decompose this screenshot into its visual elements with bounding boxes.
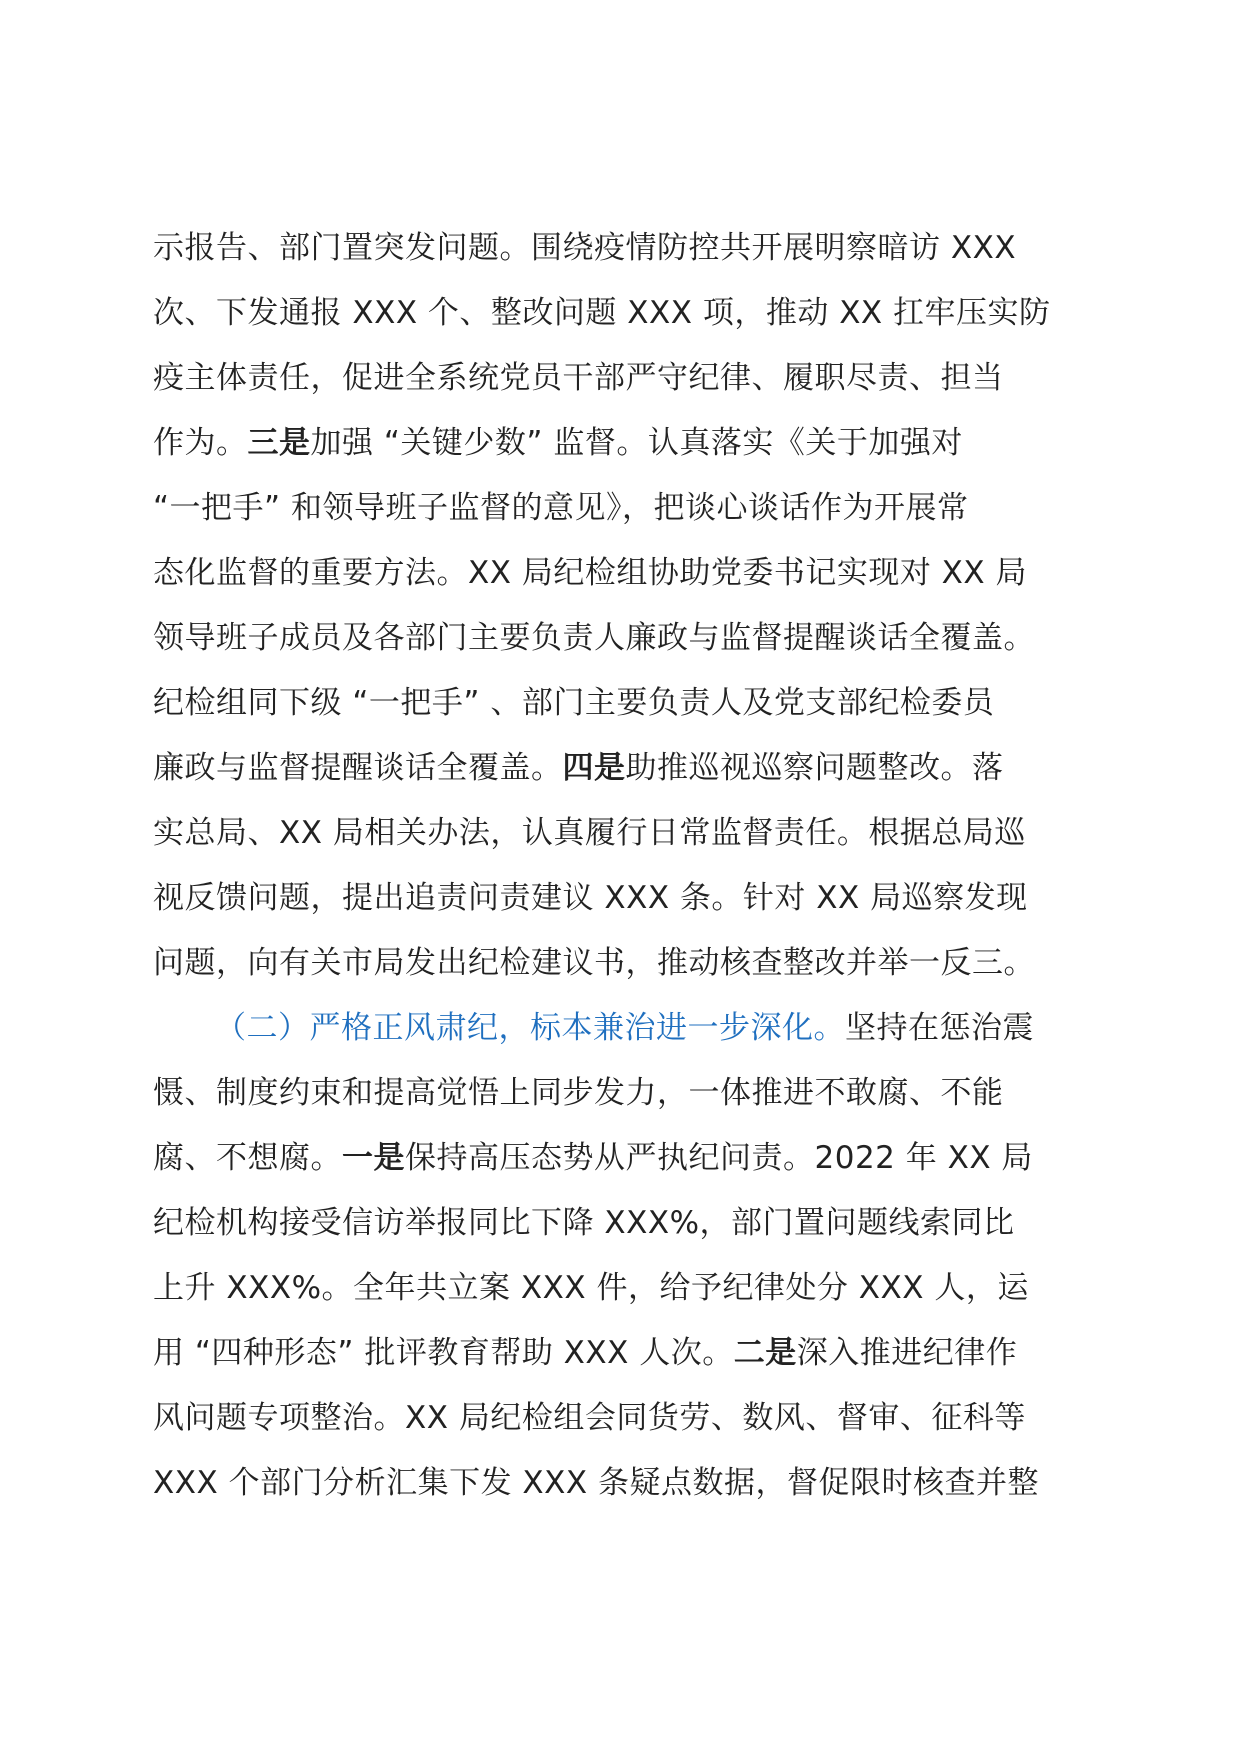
text-line — [153, 606, 1093, 671]
text-line — [153, 996, 1093, 1061]
text-line — [153, 1191, 1093, 1256]
text-line — [153, 736, 1093, 801]
text-segment: 坚持在惩治震 — [845, 1010, 1034, 1046]
text-segment: 加强 “关键少数” 监督。认真落实《关于加强对 — [310, 425, 963, 461]
text-segment: 作为。 — [153, 425, 248, 461]
text-line — [153, 1126, 1093, 1191]
bold-keyword: 一是 — [342, 1140, 405, 1176]
text-segment: XXX 个部门分析汇集下发 XXX 条疑点数据，督促限时核查并整 — [153, 1465, 1039, 1501]
bold-keyword: 四是 — [562, 750, 626, 786]
text-segment: 风问题专项整治。XX 局纪检组会同货劳、数风、督审、征科等 — [153, 1400, 1026, 1436]
text-line — [153, 671, 1093, 736]
text-segment: 示报告、部门置突发问题。围绕疫情防控共开展明察暗访 XXX — [153, 230, 1017, 266]
bold-keyword: 二是 — [733, 1335, 797, 1371]
document-body — [153, 216, 1093, 1516]
text-line — [153, 1321, 1093, 1386]
text-segment: 纪检组同下级 “一把手” 、部门主要负责人及党支部纪检委员 — [153, 685, 995, 721]
text-segment: 廉政与监督提醒谈话全覆盖。 — [153, 750, 563, 786]
section-heading: （二）严格正风肃纪，标本兼治进一步深化。 — [215, 1010, 845, 1046]
text-segment: 慑、制度约束和提高觉悟上同步发力，一体推进不敢腐、不能 — [153, 1075, 1004, 1111]
text-line — [153, 411, 1093, 476]
text-segment: 保持高压态势从严执纪问责。2022 年 XX 局 — [405, 1140, 1033, 1176]
text-line — [153, 216, 1093, 281]
text-segment: 实总局、XX 局相关办法，认真履行日常监督责任。根据总局巡 — [153, 815, 1026, 851]
text-line — [153, 801, 1093, 866]
text-segment: 助推巡视巡察问题整改。落 — [625, 750, 1004, 786]
text-line — [153, 346, 1093, 411]
text-segment: 疫主体责任，促进全系统党员干部严守纪律、履职尽责、担当 — [153, 360, 1004, 396]
text-segment: 纪检机构接受信访举报同比下降 XXX%，部门置问题线索同比 — [153, 1205, 1015, 1241]
text-segment: “一把手” 和领导班子监督的意见》，把谈心谈话作为开展常 — [153, 490, 969, 526]
text-line — [153, 1061, 1093, 1126]
bold-keyword: 三是 — [247, 425, 311, 461]
text-segment: 用 “四种形态” 批评教育帮助 XXX 人次。 — [153, 1335, 734, 1371]
text-segment: 上升 XXX%。全年共立案 XXX 件，给予纪律处分 XXX 人，运 — [153, 1270, 1029, 1306]
text-segment: 问题，向有关市局发出纪检建议书，推动核查整改并举一反三。 — [153, 945, 1035, 981]
text-line — [153, 931, 1093, 996]
text-segment: 深入推进纪律作 — [796, 1335, 1018, 1371]
text-line — [153, 476, 1093, 541]
text-line — [153, 1256, 1093, 1321]
text-line — [153, 541, 1093, 606]
text-segment: 视反馈问题，提出追责问责建议 XXX 条。针对 XX 局巡察发现 — [153, 880, 1028, 916]
text-line — [153, 866, 1093, 931]
text-line — [153, 281, 1093, 346]
text-line — [153, 1451, 1093, 1516]
text-segment: 次、下发通报 XXX 个、整改问题 XXX 项，推动 XX 扛牢压实防 — [153, 295, 1051, 331]
text-segment: 态化监督的重要方法。XX 局纪检组协助党委书记实现对 XX 局 — [153, 555, 1028, 591]
text-line — [153, 1386, 1093, 1451]
text-segment: 腐、不想腐。 — [153, 1140, 342, 1176]
text-segment: 领导班子成员及各部门主要负责人廉政与监督提醒谈话全覆盖。 — [153, 620, 1035, 656]
